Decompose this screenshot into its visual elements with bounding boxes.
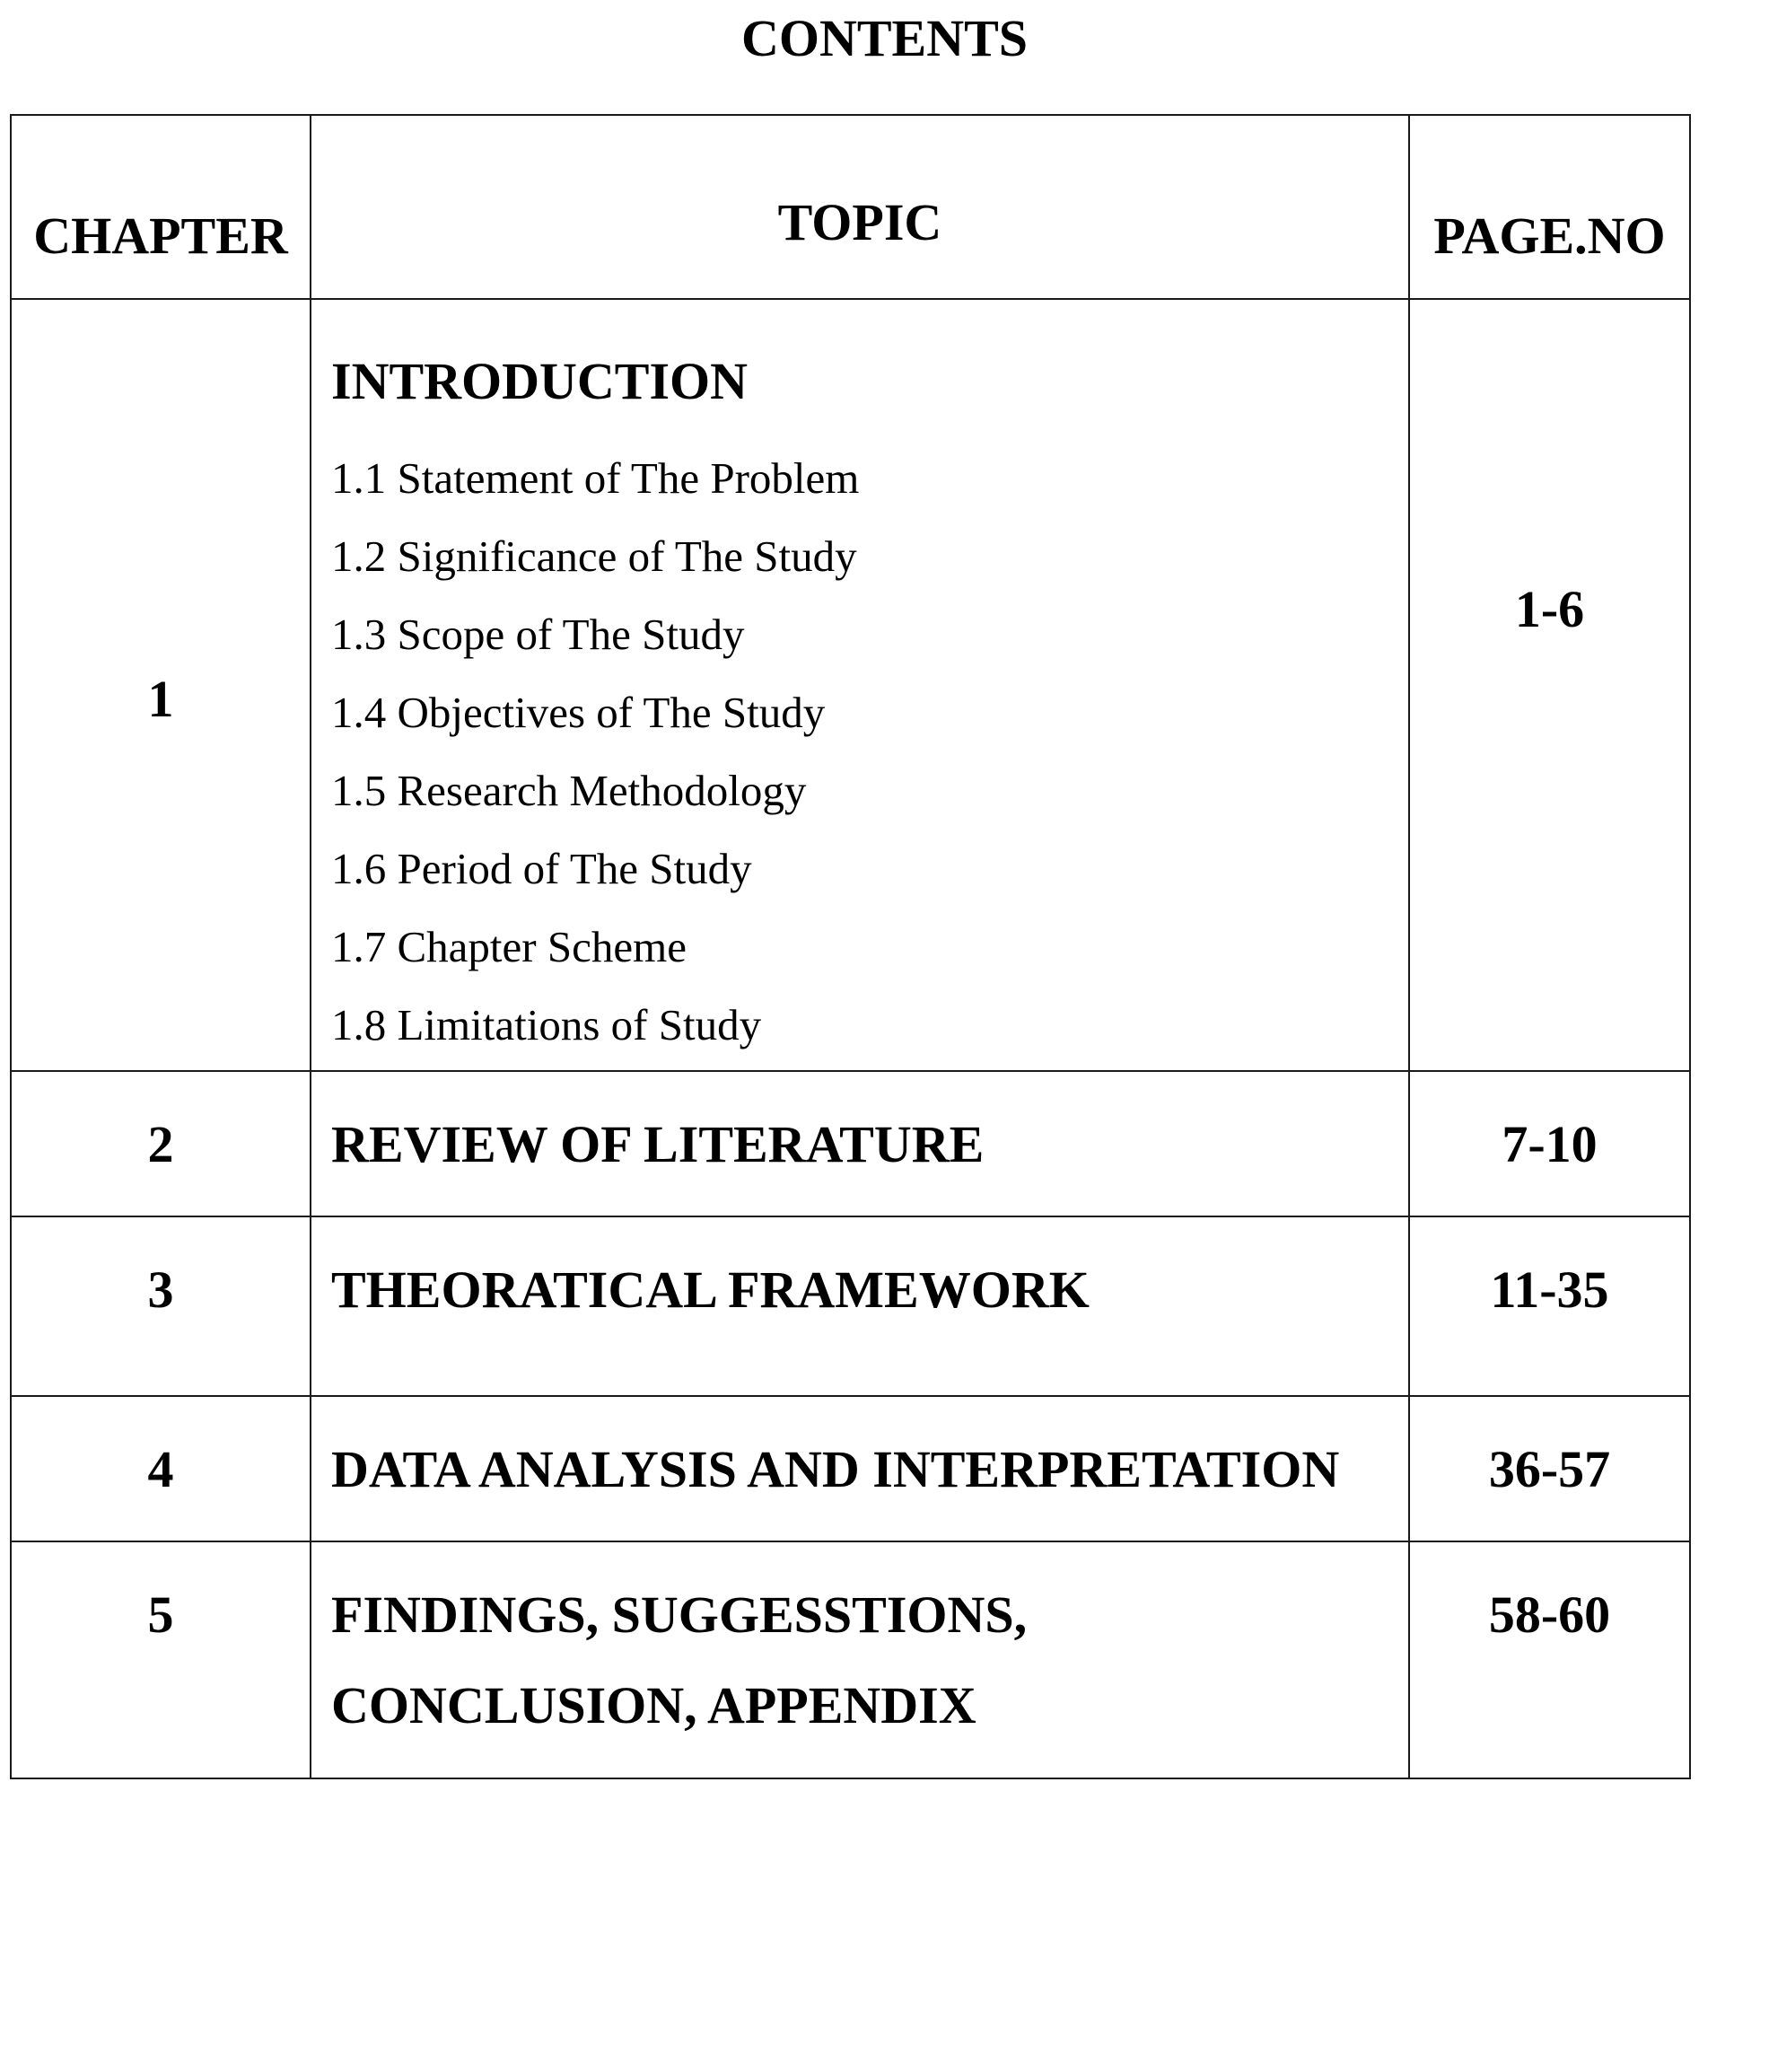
chapter-number: 5 — [147, 1585, 174, 1644]
chapter-cell — [11, 1216, 311, 1396]
chapter-column-header — [11, 115, 311, 299]
list-item: 1.6 Period of The Study — [331, 844, 752, 893]
topic-cell — [311, 1541, 1409, 1778]
topic-header-label: TOPIC — [777, 193, 942, 251]
page-title: CONTENTS — [740, 9, 1029, 67]
table-row — [11, 1541, 1690, 1778]
list-item: 1.2 Significance of The Study — [331, 531, 857, 581]
chapter-number: 3 — [147, 1260, 174, 1319]
topic-cell — [311, 1071, 1409, 1216]
page-cell — [1409, 1541, 1690, 1778]
chapter-topic: INTRODUCTION — [331, 352, 749, 410]
page-cell — [1409, 1396, 1690, 1541]
page-range: 36-57 — [1488, 1440, 1611, 1498]
page-cell — [1409, 1216, 1690, 1396]
page-range: 7-10 — [1502, 1115, 1598, 1173]
page-cell — [1409, 299, 1690, 1071]
chapter-number: 4 — [147, 1440, 174, 1498]
list-item: 1.4 Objectives of The Study — [331, 688, 826, 737]
chapter-cell — [11, 299, 311, 1071]
page-range: 58-60 — [1488, 1585, 1611, 1644]
table-row — [11, 1071, 1690, 1216]
page-cell — [1409, 1071, 1690, 1216]
chapter-topic: THEORATICAL FRAMEWORK — [331, 1260, 1090, 1319]
chapter-number: 2 — [147, 1115, 174, 1173]
list-item: 1.8 Limitations of Study — [331, 1000, 762, 1049]
page-range: 11-35 — [1490, 1260, 1609, 1319]
chapter-topic-line-2: CONCLUSION, APPENDIX — [331, 1676, 976, 1734]
chapter-cell — [11, 1541, 311, 1778]
chapter-cell — [11, 1396, 311, 1541]
table-row — [11, 1396, 1690, 1541]
page-range: 1-6 — [1514, 580, 1585, 638]
table-row — [11, 299, 1690, 1071]
topic-column-header — [311, 115, 1409, 299]
topic-cell — [311, 1216, 1409, 1396]
topic-cell — [311, 1396, 1409, 1541]
chapter-header-label: CHAPTER — [33, 206, 288, 265]
chapter-number: 1 — [147, 670, 174, 728]
list-item: 1.7 Chapter Scheme — [331, 922, 687, 971]
chapter-cell — [11, 1071, 311, 1216]
page-header-label: PAGE.NO — [1433, 206, 1666, 265]
chapter-topic: DATA ANALYSIS AND INTERPRETATION — [331, 1440, 1340, 1498]
list-item: 1.5 Research Methodology — [331, 766, 807, 815]
subtopic-list — [331, 439, 859, 1064]
chapter-topic: REVIEW OF LITERATURE — [331, 1115, 985, 1173]
page-column-header — [1409, 115, 1690, 299]
topic-cell — [311, 299, 1409, 1071]
table-header-row — [11, 115, 1690, 299]
list-item: 1.3 Scope of The Study — [331, 610, 745, 659]
chapter-topic-line-1: FINDINGS, SUGGESSTIONS, — [331, 1585, 1028, 1644]
contents-table — [10, 114, 1691, 1779]
list-item: 1.1 Statement of The Problem — [331, 453, 860, 503]
table-row — [11, 1216, 1690, 1396]
